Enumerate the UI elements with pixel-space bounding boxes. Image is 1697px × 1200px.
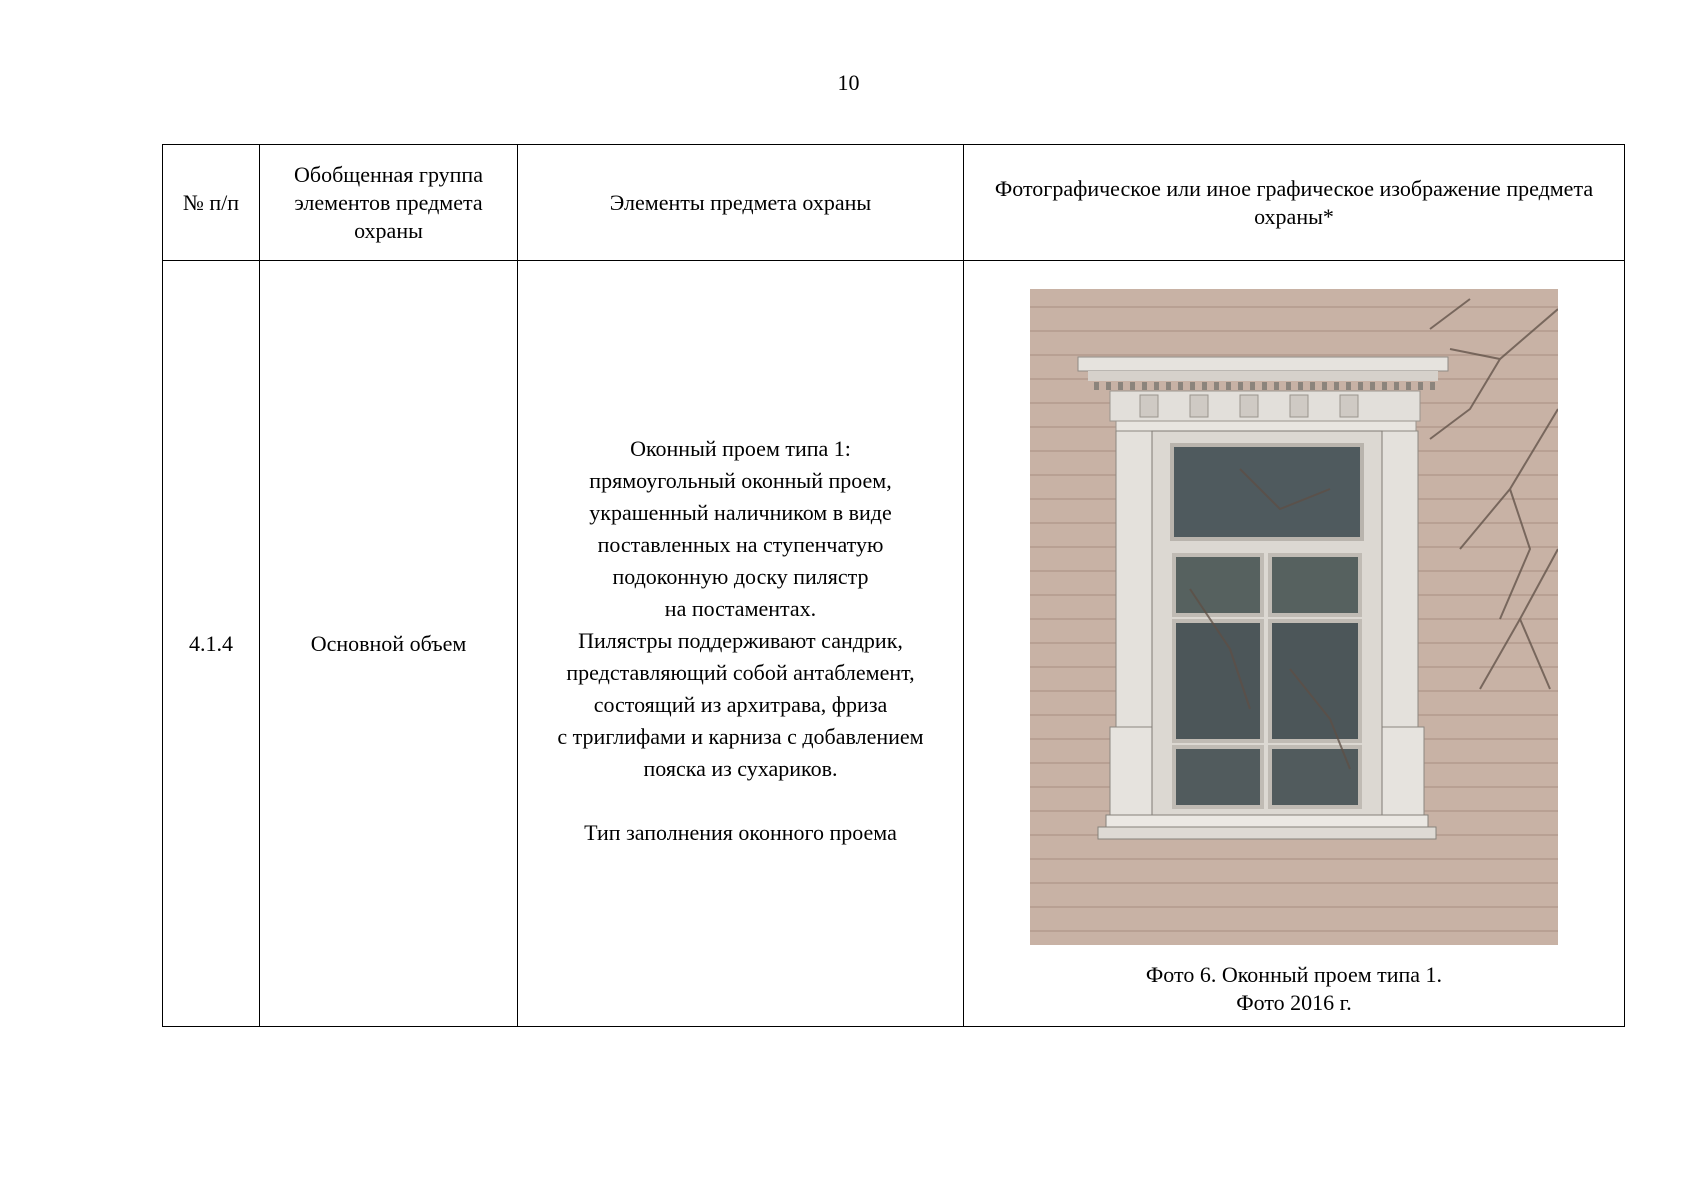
row-group: Основной объем bbox=[260, 261, 518, 1027]
header-num: № п/п bbox=[163, 145, 260, 261]
protection-table bbox=[162, 144, 1625, 1027]
photo-caption-line2: Фото 2016 г. bbox=[1236, 990, 1352, 1015]
row-photo bbox=[964, 261, 1625, 1027]
window-photo bbox=[1030, 289, 1558, 945]
row-elements bbox=[518, 261, 964, 1027]
elements-description: Оконный проем типа 1: прямоугольный оконный проем, украшенный наличником в виде поставленных на ступенчатую подоконную доску пилястр на постаментах. Пилястры поддерживают сандрик, представляющий собой антаблемент, состоящий из архитрава, фриза с триглифами и карниза с добавлением пояска из сухариков. Тип заполнения оконного проема bbox=[557, 435, 924, 845]
header-group: Обобщенная группа элементов предмета охраны bbox=[260, 145, 518, 261]
photo-caption bbox=[964, 961, 1624, 1017]
header-elements: Элементы предмета охраны bbox=[518, 145, 964, 261]
table-header-row bbox=[163, 145, 1625, 261]
table-row bbox=[163, 261, 1625, 1027]
page-number: 10 bbox=[837, 70, 860, 95]
header-photo: Фотографическое или иное графическое изображение предмета охраны* bbox=[964, 145, 1625, 261]
row-num: 4.1.4 bbox=[163, 261, 260, 1027]
photo-caption-line1: Фото 6. Оконный проем типа 1. bbox=[1145, 962, 1443, 987]
